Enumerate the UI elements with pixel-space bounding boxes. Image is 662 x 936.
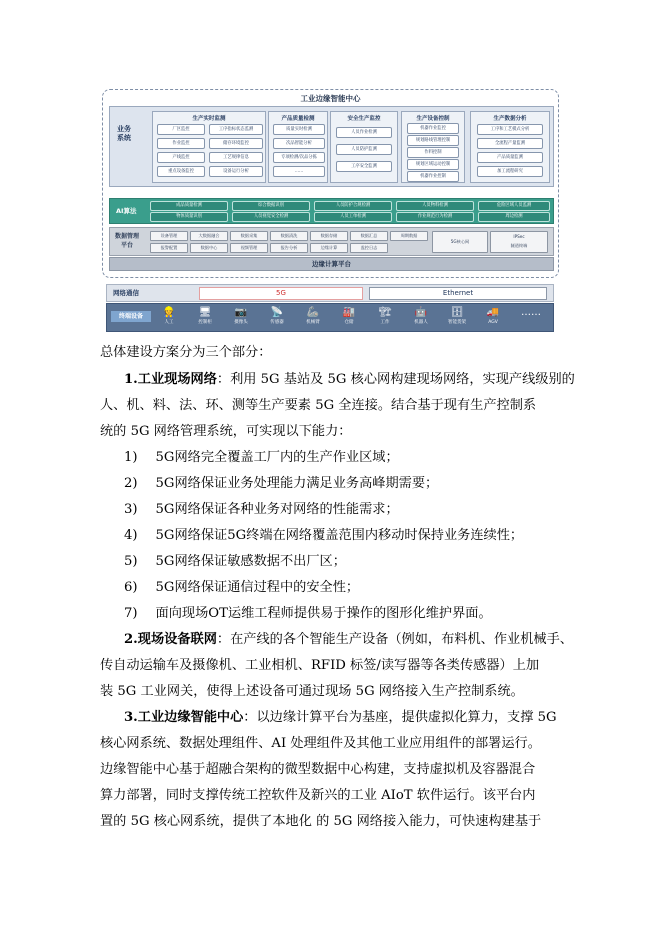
device-item-label: 机械臂 [306, 320, 320, 325]
section-1-line-1 [124, 370, 575, 390]
platform-item: 报告分析 [270, 243, 308, 253]
group-title: 生产实时监测 [192, 116, 226, 122]
network-row [106, 284, 554, 302]
business-systems-panel [109, 106, 554, 187]
ai-algorithms-row [109, 198, 554, 224]
group-item: 人员作业检测 [336, 127, 392, 138]
group-title: 生产数据分析 [493, 116, 527, 122]
section-3-line-1 [124, 708, 557, 728]
more-icon: …… [521, 307, 541, 318]
ai-item: 作业规范行为检测 [396, 212, 474, 222]
section-3-line-5: 置的 5G 核心网系统，提供了本地化 的 5G 网络接入能力，可快速构建基于 [100, 814, 542, 829]
robot-arm-icon: 🦾 [306, 307, 320, 318]
group-safety-monitoring [330, 111, 398, 183]
list-item [124, 604, 492, 624]
ai-item: 危险区域人员监测 [478, 201, 550, 211]
device-item [479, 307, 507, 326]
ai-item: 人员视觉安全检测 [232, 212, 310, 222]
device-item [155, 307, 183, 326]
platform-item: 视频管理 [230, 243, 268, 253]
controller-icon: 🖥 [198, 307, 212, 318]
ai-item: 成品质量检测 [150, 201, 228, 211]
5g-core-box: 5G核心网 [432, 231, 488, 253]
group-title: 安全生产监控 [347, 116, 381, 122]
list-text: 5G网络保证各种业务对网络的性能需求； [155, 502, 399, 517]
list-number: 3) [124, 502, 138, 517]
group-item: 工序和工艺模式分析 [477, 124, 543, 135]
group-item: 厂区监控 [157, 124, 205, 135]
platform-item: 数据存储 [310, 231, 348, 241]
list-item [124, 578, 359, 598]
device-item-label: 摄像头 [234, 320, 248, 325]
device-item-label: 工作 [380, 320, 390, 325]
edge-computing-platform: 边缘计算平台 [109, 257, 554, 271]
section-1-line-2: 人、机、料、法、环、测等生产要素 5G 全连接。结合基于现有生产控制系 [100, 398, 537, 413]
group-item: 次品智能分析 [273, 138, 325, 149]
list-number: 5) [124, 554, 138, 569]
list-number: 7) [124, 606, 138, 621]
ai-item: 人员防护合规检测 [314, 201, 392, 211]
list-number: 6) [124, 580, 138, 595]
device-item [335, 307, 363, 326]
intro-text: 总体建设方案分为三个部分： [100, 345, 272, 360]
device-item [299, 307, 327, 326]
platform-item: 边缘计算 [310, 243, 348, 253]
group-item: 作业监控 [157, 138, 205, 149]
group-item: 全流程产量监测 [477, 138, 543, 149]
data-platform-label: 数据管理平台 [114, 233, 139, 249]
device-item-label: 控制柜 [198, 320, 212, 325]
section-1-title: 1.工业现场网络 [124, 372, 217, 387]
platform-item: 数据汇总 [350, 231, 388, 241]
list-item [124, 500, 399, 520]
device-item-label: 智能货架 [448, 320, 466, 325]
group-item: …… [273, 166, 325, 177]
ai-item: 人员工单检测 [314, 212, 392, 222]
device-item [371, 307, 399, 326]
platform-item: 大数据融合 [190, 231, 228, 241]
section-2-text: ：在产线的各个智能生产设备（例如，布料机、作业机械手、 [216, 632, 573, 647]
section-3-title: 3.工业边缘智能中心 [124, 710, 244, 725]
diagram-title: 工业边缘智能中心 [300, 94, 361, 103]
device-item-label: 仓储 [344, 320, 354, 325]
ethernet-network: Ethernet [369, 287, 547, 300]
list-item [124, 474, 438, 494]
group-item: 机器作业控制 [407, 171, 459, 182]
group-title: 生产设备控制 [416, 116, 450, 122]
list-text: 5G网络保证通信过程中的安全性； [155, 580, 360, 595]
device-item [517, 307, 545, 319]
ai-item: 综合数据识别 [232, 201, 310, 211]
list-item [124, 552, 346, 572]
ipsec-box: IPSec 隧道终端 [490, 231, 548, 253]
group-item: 设备运行分析 [209, 166, 263, 177]
group-data-analysis [470, 111, 550, 183]
agv-icon: 🚚 [486, 307, 500, 318]
platform-item: 周期数据 [390, 231, 428, 241]
platform-item: 数据中心 [190, 243, 228, 253]
device-item [407, 307, 435, 326]
group-item: 产线监控 [157, 152, 205, 163]
group-item: 储存环境监控 [209, 138, 263, 149]
robot-icon: 🤖 [414, 307, 428, 318]
5g-network: 5G [199, 287, 363, 300]
section-2-line-3: 装 5G 工业网关，使得上述设备可通过现场 5G 网络接入生产控制系统。 [100, 684, 524, 699]
list-item [124, 526, 523, 546]
section-2-line-2: 传自动运输车及摄像机、工业相机、RFID 标签/读写器等各类传感器）上加 [100, 658, 540, 673]
network-label: 网络通信 [113, 289, 139, 297]
section-1-text: ：利用 5G 基站及 5G 核心网构建现场网络，实现产线级别的 [216, 372, 575, 387]
business-systems-label: 业务系统 [117, 125, 131, 142]
device-item [191, 307, 219, 326]
list-number: 1) [124, 450, 138, 465]
architecture-diagram [102, 89, 559, 278]
group-item: 规划路线管理控制 [407, 135, 459, 146]
section-3-line-4: 算力部署，同时支撑传统工控软件及新兴的工业 AIoT 软件运行。该平台内 [100, 788, 536, 803]
platform-item: 报警配置 [150, 243, 188, 253]
list-text: 5G网络完全覆盖工厂内的生产作业区域； [155, 450, 399, 465]
list-text: 5G网络保证敏感数据不出厂区； [155, 554, 346, 569]
device-item [227, 307, 255, 326]
platform-item: 设备管理 [150, 231, 188, 241]
group-quality-inspection [268, 111, 328, 183]
group-item: 质量实时检测 [273, 124, 325, 135]
device-item [443, 307, 471, 326]
section-3-line-2: 核心网系统、数据处理组件、AI 处理组件及其他工业应用组件的部署运行。 [100, 736, 541, 751]
list-text: 5G网络保证业务处理能力满足业务高峰期需要； [155, 476, 439, 491]
group-item: 工序安全监测 [336, 161, 392, 172]
group-production-monitoring [152, 111, 266, 183]
group-item: 专项检测/次品分拣 [273, 152, 325, 163]
group-item: 加工流程研究 [477, 166, 543, 177]
data-platform-row [109, 227, 554, 256]
ai-item: 人员物料检测 [396, 201, 474, 211]
group-title: 产品质量检测 [281, 116, 315, 122]
device-item-label: 人工 [164, 320, 174, 325]
device-item-label: 传感器 [270, 320, 284, 325]
section-1-line-3: 统的 5G 网络管理系统，可实现以下能力： [100, 424, 352, 439]
device-label: 终端设备 [111, 311, 151, 322]
group-item: 工序指标状态监测 [209, 124, 263, 135]
list-item [124, 448, 399, 468]
device-item-label: 机器人 [414, 320, 428, 325]
group-item: 人员防护监测 [336, 144, 392, 155]
list-text: 面向现场OT运维工程师提供易于操作的图形化维护界面。 [155, 606, 492, 621]
group-equipment-control [401, 111, 465, 183]
group-item: 工艺规律信息 [209, 152, 263, 163]
ai-item: 周边检测 [478, 212, 550, 222]
section-3-text: ：以边缘计算平台为基座，提供虚拟化算力，支撑 5G [243, 710, 557, 725]
platform-item: 数据采集 [230, 231, 268, 241]
group-item: 重点设备监控 [157, 166, 205, 177]
section-3-line-3: 边缘智能中心基于超融合架构的微型数据中心构建，支持虚拟机及容器混合 [100, 762, 536, 777]
warehouse-icon: 🏭 [342, 307, 356, 318]
group-item: 规划区域运动控制 [407, 159, 459, 170]
camera-icon: 📷 [234, 307, 248, 318]
factory-icon: 🏗 [378, 307, 392, 318]
worker-icon: 👷 [162, 307, 176, 318]
group-item: 机器作业监控 [407, 123, 459, 134]
ai-label: AI算法 [116, 207, 137, 215]
ai-item: 物体质量识别 [150, 212, 228, 222]
platform-item: 数据清洗 [270, 231, 308, 241]
shelf-icon: 🗄 [450, 307, 464, 318]
section-2-line-1 [124, 630, 573, 650]
device-item [263, 307, 291, 326]
device-row [106, 303, 554, 332]
list-text: 5G网络保证5G终端在网络覆盖范围内移动时保持业务连续性； [155, 528, 524, 543]
list-number: 4) [124, 528, 138, 543]
device-item-label: AGV [488, 320, 498, 325]
platform-item: 监控日志 [350, 243, 388, 253]
section-2-title: 2.现场设备联网 [124, 632, 217, 647]
list-number: 2) [124, 476, 138, 491]
group-item: 产品质量监测 [477, 152, 543, 163]
sensor-icon: 📡 [270, 307, 284, 318]
group-item: 作料控制 [407, 147, 459, 158]
